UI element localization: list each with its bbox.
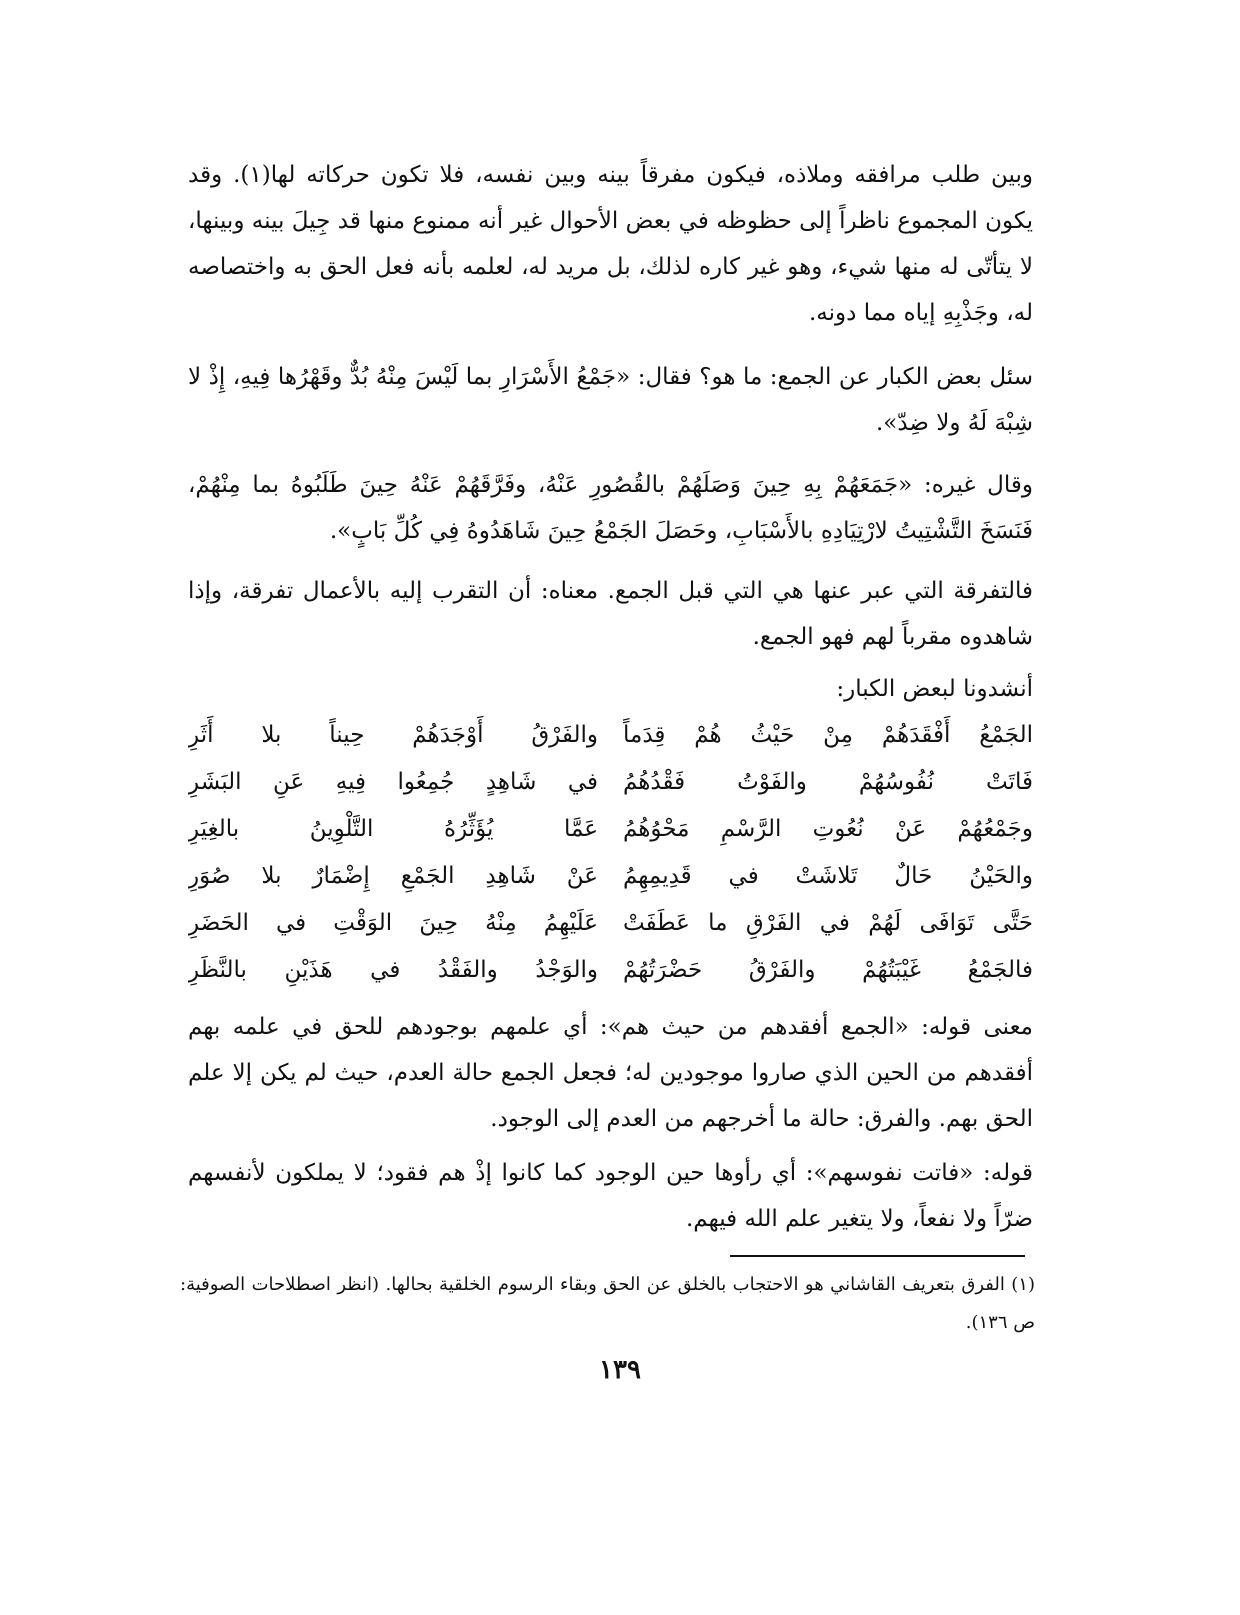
poem-verse (188, 947, 1033, 994)
poem-first-hemistich: فَاتَتْ نُفُوسُهُمْ والفَوْتُ فَقْدُهُمُ (623, 769, 1033, 795)
poem-first-hemistich: وجَمْعُهُمْ عَنْ نُعُوتِ الرَّسْمِ مَحْوُهُمُ (623, 816, 1033, 842)
poem-verse (188, 806, 1033, 853)
poem-verse (188, 759, 1033, 806)
poem-first-hemistich: فالجَمْعُ غَيْبَتُهُمْ والفَرْقُ حَضْرَتُهُمْ (623, 957, 1033, 983)
poem-second-hemistich: والوَجْدُ والفَقْدُ في هَذَيْنِ بالنَّظَرِ (188, 957, 598, 983)
paragraph-5: معنى قوله: «الجمع أفقدهم من حيث هم»: أي علمهم بوجودهم للحق في علمه بهم أفقدهم من الحين الذي صاروا موجودين له؛ فجعل الجمع حالة العدم، حيث لم يكن إلا علم الحق بهم. والفرق: حالة ما أخرجهم من العدم إلى الوجود. (188, 1014, 1033, 1132)
poem-verse (188, 853, 1033, 900)
paragraph-4: فالتفرقة التي عبر عنها هي التي قبل الجمع. معناه: أن التقرب إليه بالأعمال تفرقة، وإذا شاهدوه مقرباً لهم فهو الجمع. (188, 578, 1033, 650)
poem-second-hemistich: عَمَّا يُؤَثِّرُهُ التَّلْوِينُ بالغِيَرِ (188, 816, 598, 842)
poem-first-hemistich: حَتَّى تَوَافَى لَهُمْ في الفَرْقِ ما عَطَفَتْ (623, 910, 1033, 936)
paragraph-1: وبين طلب مرافقه وملاذه، فيكون مفرقاً بينه وبين نفسه، فلا تكون حركاته لها(١). وقد يكون المجموع ناظراً إلى حظوظه في بعض الأحوال غير أنه ممنوع منها قد جِيلَ بينه وبينها، لا يتأتّى له منها شيء، وهو غير كاره لذلك، بل مريد له، لعلمه بأنه فعل الحق به واختصاصه له، وجَذْبِهِ إياه مما دونه. (188, 162, 1033, 326)
page-number: ١٣٩ (599, 1355, 641, 1385)
paragraph-6: قوله: «فاتت نفوسهم»: أي رأوها حين الوجود كما كانوا إذْ هم فقود؛ لا يملكون لأنفسهم ضرّاً ولا نفعاً، ولا يتغير علم الله فيهم. (188, 1160, 1033, 1232)
poem (188, 712, 1033, 994)
poem-second-hemistich: في شَاهِدٍ جُمِعُوا فِيهِ عَنِ البَشَرِ (188, 769, 598, 795)
paragraph-3: وقال غيره: «جَمَعَهُمْ بِهِ حِينَ وَصَلَهُمْ بالقُصُورِ عَنْهُ، وفَرَّقَهُمْ عَنْهُ حِينَ طَلَبُوهُ بما مِنْهُمْ، فَنَسَخَ التَّشْتِيتُ لارْتِيَادِهِ بالأَسْبَابِ، وحَصَلَ الجَمْعُ حِينَ شَاهَدُوهُ فِي كُلِّ بَابٍ». (188, 472, 1033, 544)
footnote: (١) الفرق بتعريف القاشاني هو الاحتجاب بالخلق عن الحق وبقاء الرسوم الخلقية بحالها. (انظر اصطلاحات الصوفية: ص ١٣٦). (180, 1274, 1035, 1333)
poem-verse (188, 712, 1033, 759)
paragraph-2: سئل بعض الكبار عن الجمع: ما هو؟ فقال: «جَمْعُ الأَسْرَارِ بما لَيْسَ مِنْهُ بُدٌّ وقَهْرُها فِيهِ، إِذْ لا شِبْهَ لَهُ ولا ضِدّ». (188, 364, 1033, 436)
poem-second-hemistich: عَلَيْهِمُ مِنْهُ حِينَ الوَقْتِ في الحَضَرِ (188, 910, 598, 936)
poem-intro: أنشدونا لبعض الكبار: (836, 676, 1033, 702)
poem-verse (188, 900, 1033, 947)
poem-second-hemistich: والفَرْقُ أَوْجَدَهُمْ حِيناً بلا أَثَرِ (188, 722, 598, 748)
poem-first-hemistich: والحَيْنُ حَالٌ تَلاشَتْ في قَدِيمِهِمُ (623, 863, 1033, 889)
poem-second-hemistich: عَنْ شَاهِدِ الجَمْعِ إِضْمَارٌ بلا صُوَرِ (188, 863, 598, 889)
footnote-divider (730, 1255, 1025, 1257)
poem-first-hemistich: الجَمْعُ أَفْقَدَهُمْ مِنْ حَيْثُ هُمْ قِدَماً (623, 722, 1033, 748)
